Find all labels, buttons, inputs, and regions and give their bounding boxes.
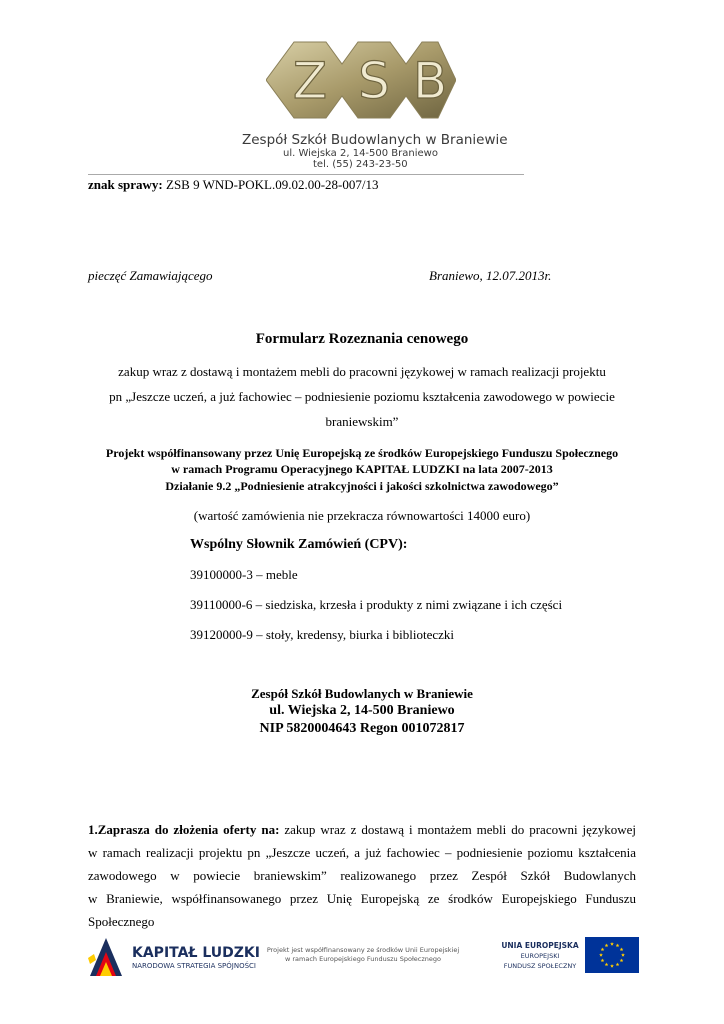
kapital-ludzki-logo [86,936,124,978]
form-title: Formularz Rozeznania cenowego [255,331,469,347]
section1-line: Społecznego [88,914,155,929]
cofinance-line: w ramach Europejskiego Funduszu Społecznego [284,955,442,963]
organization-address: ul. Wiejska 2, 14-500 Braniewo [269,703,455,718]
kapital-ludzki-subtitle: NARODOWA STRATEGIA SPÓJNOŚCI [132,962,256,970]
cpv-item: 39100000-3 – meble [190,567,298,582]
school-address: ul. Wiejska 2, 14-500 Braniewo [283,148,438,159]
eu-label [500,940,580,971]
eu-line: FUNDUSZ SPOŁECZNY [503,962,577,970]
case-value: ZSB 9 WND-POKL.09.02.00-28-007/13 [162,177,379,192]
subject-line: zakup wraz z dostawą i montażem mebli do pracowni językowej w ramach realizacji projektu [118,364,606,379]
project-line: Projekt współfinansowany przez Unię Europejską ze środków Europejskiego Funduszu Społecznego [105,446,619,460]
subject-line: pn „Jeszcze uczeń, a już fachowiec – podniesienie poziomu kształcenia zawodowego w powiecie [109,389,615,404]
subject-line: braniewskim” [325,414,399,429]
project-line: Działanie 9.2 „Podniesienie atrakcyjności i jakości szkolnictwa zawodowego” [165,479,559,493]
eu-line: EUROPEJSKI [520,952,560,960]
cofinance-line: Projekt jest współfinansowany ze środków Unii Europejskiej [266,946,460,954]
cpv-item: 39120000-9 – stoły, kredensy, biurka i biblioteczki [190,627,455,642]
stamp-label: pieczęć Zamawiającego [88,268,213,283]
section1-line: w ramach realizacji projektu pn „Jeszcze uczeń, a już fachowiec – podniesienie poziomu kształcenia [88,845,636,860]
school-name: Zespół Szkół Budowlanych w Braniewie [242,132,508,148]
organization-ids: NIP 5820004643 Regon 001072817 [259,721,465,736]
header-divider [88,174,524,175]
school-phone: tel. (55) 243-23-50 [313,159,408,170]
case-label: znak sprawy: [88,177,163,192]
section1-line: 1.Zaprasza do złożenia oferty na: zakup wraz z dostawą i montażem mebli do pracowni językowej [88,822,636,837]
case-reference [88,177,378,193]
organization-name: Zespół Szkół Budowlanych w Braniewie [251,686,473,701]
svg-text:B: B [412,52,448,110]
value-note: (wartość zamówienia nie przekracza równowartości 14000 euro) [193,508,531,523]
section1-line: zawodowego w powiecie braniewskim” realizowanego przez Zespół Szkół Budowlanych [88,868,636,883]
project-line: w ramach Programu Operacyjnego KAPITAŁ LUDZKI na lata 2007-2013 [171,462,553,476]
svg-text:Z: Z [292,52,328,110]
cpv-title: Wspólny Słownik Zamówień (CPV): [190,537,408,552]
svg-text:S: S [358,52,390,110]
section1-line: w Braniewie, współfinansowanego przez Unię Europejską ze środków Europejskiego Funduszu [88,891,636,906]
eu-flag-icon [585,937,639,973]
zsb-logo [266,38,456,122]
section1-label: 1.Zaprasza do złożenia oferty na: [88,822,280,837]
cpv-item: 39110000-6 – siedziska, krzesła i produkty z nimi związane i ich części [190,597,563,612]
eu-line: UNIA EUROPEJSKA [501,941,579,950]
kapital-ludzki-title: KAPITAŁ LUDZKI [132,945,260,961]
place-date: Braniewo, 12.07.2013r. [429,268,552,283]
cofinance-note [258,946,468,964]
